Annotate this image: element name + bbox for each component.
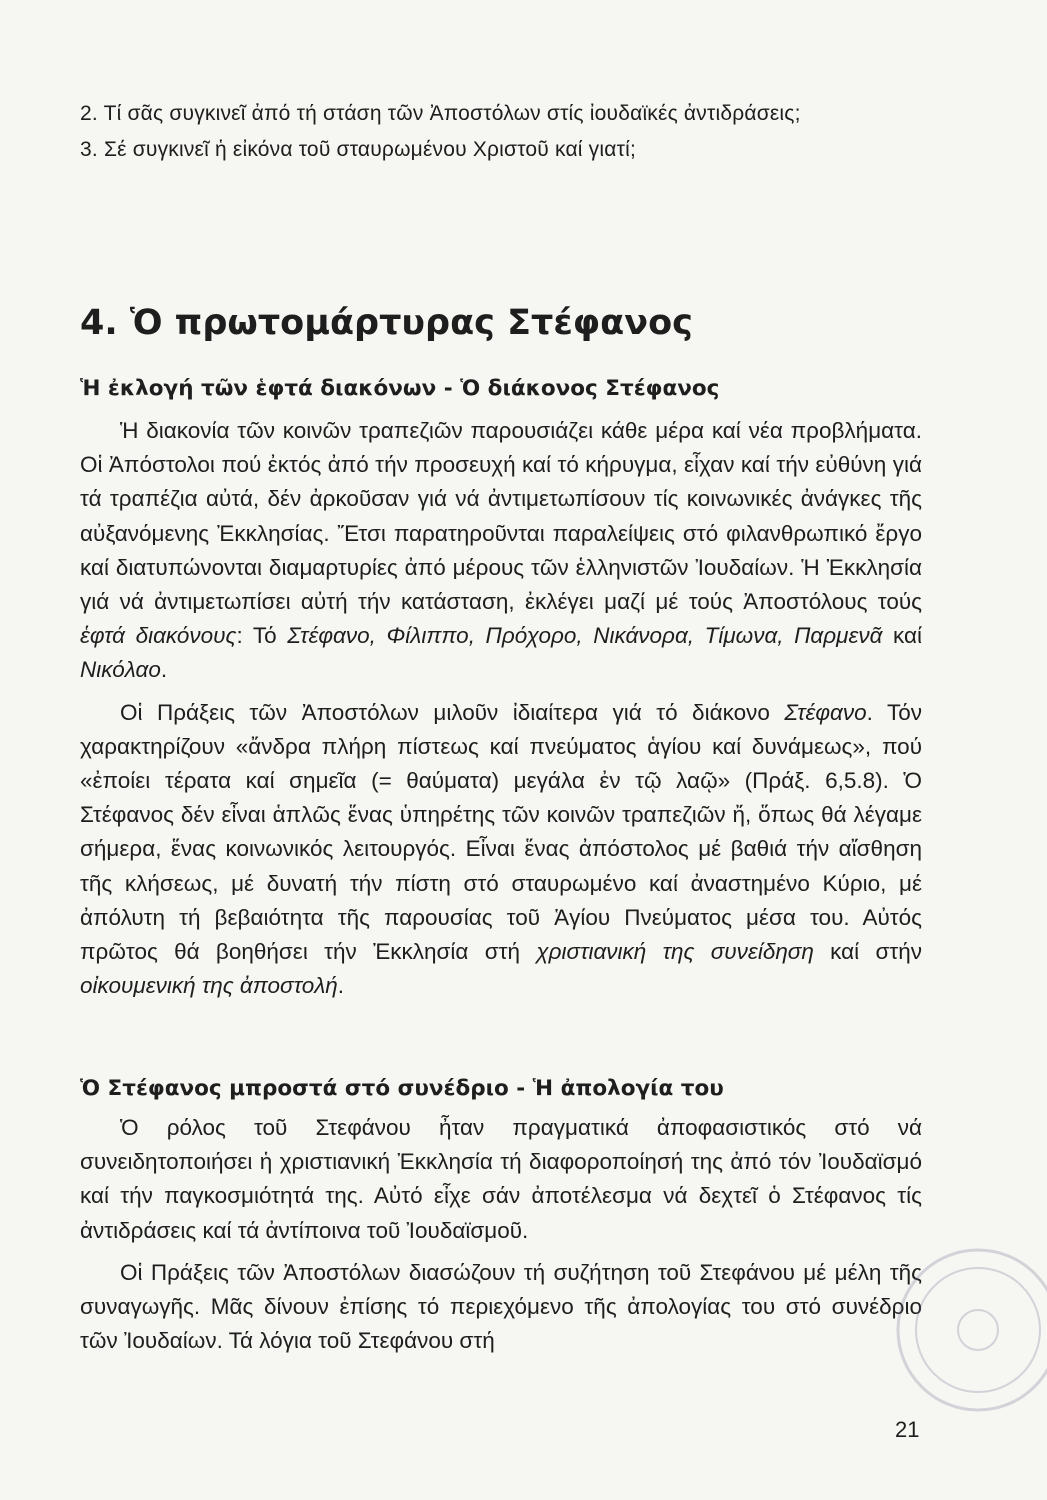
paragraph-text: Ἡ διακονία τῶν κοινῶν τραπεζιῶν παρουσιάζει κάθε μέρα καί νέα προβλήματα. Οἱ Ἀπόστολοι πού ἐκτός ἀπό τήν προσευχή καί τό κήρυγμα, εἶχαν καί τήν εὐθύνη γιά τά τραπέζια αὐτά, δέν ἀρκοῦσαν γιά νά ἀντιμετωπίσουν τίς κοινωνικές ἀνάγκες τῆς αὐξανόμενης Ἐκκλησίας. Ἔτσι παρατηροῦνται παραλείψεις στό φιλανθρωπικό ἔργο καί διατυπώνονται διαμαρτυρίες ἀπό μέρους τῶν ἑλληνιστῶν Ἰουδαίων. Ἡ Ἐκκλησία γιά νά ἀντιμετωπίσει αὐτή τήν κατάσταση, ἐκλέγει μαζί μέ τούς Ἀποστόλους τούς [80,418,922,615]
paragraph-acts-debate: Οἱ Πράξεις τῶν Ἀποστόλων διασώζουν τή συζήτηση τοῦ Στεφάνου μέ μέλη τῆς συναγωγῆς. Μᾶς δίνουν ἐπίσης τό περιεχόμενο τῆς ἀπολογίας του στό συνέδριο τῶν Ἰουδαίων. Τά λόγια τοῦ Στεφάνου στή [80,1259,922,1354]
section-body-election [80,414,922,1003]
emphasis-deacon-names: Στέφανο, Φίλιππο, Πρόχορο, Νικάνορα, Τίμωνα, Παρμενᾶ [287,623,883,649]
chapter-title: 4. Ὁ πρωτομάρτυρας Στέφανος [80,303,693,343]
paragraph-deacons-election [80,414,922,688]
paragraph-stephen-role: Ὁ ρόλος τοῦ Στεφάνου ἦταν πραγματικά ἀποφασιστικός στό νά συνειδητοποιήσει ἡ χριστιανική Ἐκκλησία τή διαφοροποίησή της ἀπό τόν Ἰουδαϊσμό καί τήν παγκοσμιότητά της. Αὐτό εἶχε σάν ἀποτέλεσμα νά δεχτεῖ ὁ Στέφανος τίς ἀντιδράσεις καί τά ἀντίποινα τοῦ Ἰουδαϊσμοῦ. [80,1115,922,1243]
section-body-sanhedrin [80,1111,922,1358]
emphasis-nikolaos: Νικόλαο [80,657,161,683]
question-2: 2. Τί σᾶς συγκινεῖ ἀπό τή στάση τῶν Ἀποστόλων στίς ἰουδαϊκές ἀντιδράσεις; [80,102,801,125]
paragraph-stephen-description [80,696,922,1004]
paragraph-text: : Τό [236,623,288,649]
section-heading-sanhedrin: Ὁ Στέφανος μπροστά στό συνέδριο - Ἡ ἀπολογία του [80,1076,724,1101]
page-content [80,96,930,1354]
paragraph-text: . [160,657,168,683]
paragraph-text: καί στήν [813,939,922,965]
paragraph-text: . Τόν χαρακτηρίζουν «ἄνδρα πλήρη πίστεως καί πνεύματος ἁγίου καί δυνάμεως», πού «ἐποίει τέρατα καί σημεῖα (= θαύματα) μεγάλα ἐν τῷ λαῷ» (Πράξ. 6,5.8). Ὁ Στέφανος δέν εἶναι ἁπλῶς ἕνας ὑπηρέτης τῶν κοινῶν τραπεζιῶν ἤ, ὅπως θά λέγαμε σήμερα, ἕνας κοινωνικός λειτουργός. Εἶναι ἕνας ἀπόστολος μέ βαθιά τήν αἴσθηση τῆς κλήσεως, μέ δυνατή τήν πίστη στό σταυρωμένο καί ἀναστημένο Κύριο, μέ ἀπόλυτη τή βεβαιότητα τῆς παρουσίας τοῦ Ἁγίου Πνεύματος μέσα του. Αὐτός πρῶτος θά βοηθήσει τήν Ἐκκλησία στή [80,699,922,965]
paragraph-text: Οἱ Πράξεις τῶν Ἀποστόλων μιλοῦν ἰδιαίτερα γιά τό διάκονο [120,699,785,725]
section-heading-election: Ἡ ἐκλογή τῶν ἑφτά διακόνων - Ὁ διάκονος Στέφανος [80,376,720,401]
library-stamp-icon [868,1240,1047,1420]
emphasis-christian-conscience: χριστιανική της συνείδηση [536,939,814,965]
emphasis-stephen: Στέφανο [784,699,867,725]
question-3: 3. Σέ συγκινεῖ ἡ εἰκόνα τοῦ σταυρωμένου Χριστοῦ καί γιατί; [80,138,636,161]
emphasis-ecumenical-mission: οἰκουμενική της ἀποστολή [80,973,338,999]
page-number: 21 [895,1417,920,1442]
paragraph-text: καί [882,623,923,649]
emphasis-seven-deacons: ἑφτά διακόνους [80,623,237,649]
paragraph-text: . [337,973,345,999]
